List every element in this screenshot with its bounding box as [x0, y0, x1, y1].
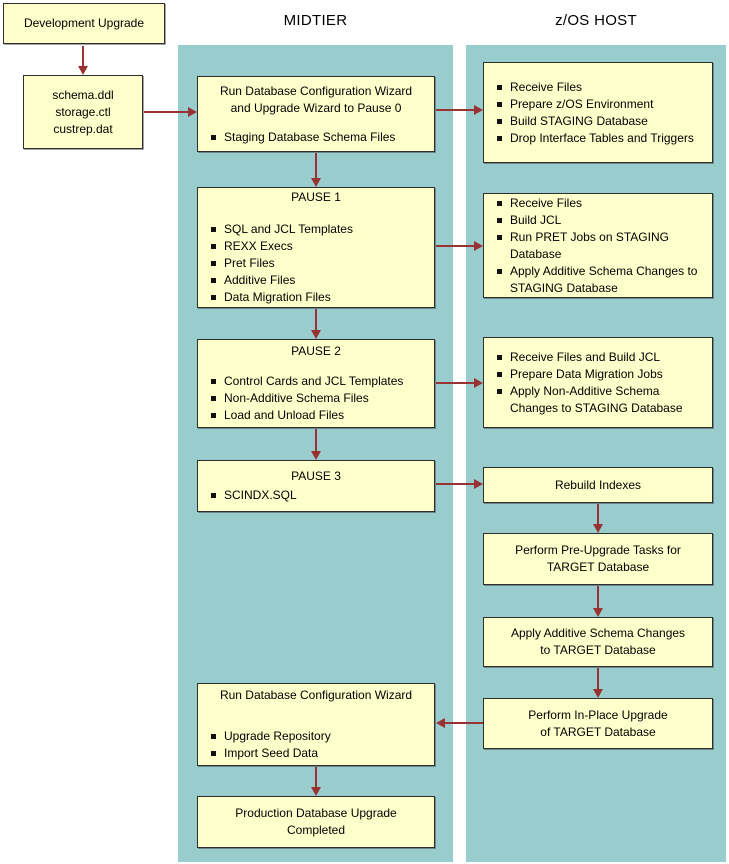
arrow-line	[436, 483, 474, 485]
bullet-item	[497, 383, 702, 417]
bullet-item	[211, 238, 424, 255]
bullet-square-icon	[497, 372, 502, 377]
arrow-head-down-icon	[593, 608, 603, 617]
arrow-line	[315, 153, 317, 178]
host-receive-staging-box	[483, 62, 713, 163]
box-title-line: Apply Additive Schema Changes	[510, 626, 686, 640]
bullet-text: Prepare Data Migration Jobs	[510, 366, 663, 381]
bullet-item	[497, 96, 702, 113]
box-title-line: Completed	[286, 823, 346, 837]
bullet-square-icon	[211, 261, 216, 266]
bullet-square-icon	[211, 396, 216, 401]
bullet-item	[211, 390, 424, 407]
bullet-text: Additive Files	[224, 273, 296, 287]
bullet-text: Build STAGING Database	[510, 113, 648, 128]
pause2-box	[197, 339, 435, 428]
box-title-line: and Upgrade Wizard to Pause 0	[230, 100, 402, 115]
rebuild-indexes-box	[483, 467, 713, 503]
bullet-text: SQL and JCL Templates	[224, 222, 353, 236]
box-title-line: Perform In-Place Upgrade	[528, 707, 668, 722]
host-data-migration-box	[483, 337, 713, 428]
pause1-title: PAUSE 1	[291, 190, 341, 204]
arrow-head-right-icon	[474, 105, 483, 115]
bullet-text: Drop Interface Tables and Triggers	[510, 130, 694, 145]
arrow-line	[315, 309, 317, 330]
bullet-item	[497, 366, 702, 383]
in-place-upgrade-box	[483, 698, 713, 749]
bullet-text: Non-Additive Schema Files	[224, 391, 369, 405]
arrow-head-down-icon	[311, 330, 321, 339]
arrow-line	[82, 46, 84, 67]
arrow-line	[144, 111, 189, 113]
bullet-item	[211, 129, 424, 146]
bullet-square-icon	[211, 493, 216, 498]
bullet-text: Control Cards and JCL Templates	[224, 374, 404, 388]
bullet-text: REXX Execs	[224, 239, 293, 253]
bullet-text: Data Migration Files	[224, 290, 331, 304]
box-title: Rebuild Indexes	[554, 477, 642, 492]
bullet-square-icon	[211, 227, 216, 232]
bullet-square-icon	[211, 135, 216, 140]
arrow-line	[315, 767, 317, 787]
bullet-item	[497, 79, 702, 96]
bullet-item	[211, 487, 424, 504]
bullet-item	[497, 195, 702, 212]
arrow-head-down-icon	[311, 787, 321, 796]
bullet-item	[211, 745, 424, 762]
bullet-square-icon	[497, 269, 502, 274]
arrow-line	[315, 429, 317, 451]
arrow-line	[597, 586, 599, 608]
arrow-head-down-icon	[593, 524, 603, 533]
bullet-item	[497, 263, 702, 297]
bullet-item	[497, 349, 702, 366]
midtier-wizard-pause0-box	[197, 76, 435, 152]
bullet-square-icon	[211, 244, 216, 249]
bullet-square-icon	[211, 295, 216, 300]
box-title-line: Perform Pre-Upgrade Tasks for	[515, 543, 681, 557]
bullet-item	[211, 373, 424, 390]
box-title: Run Database Configuration Wizard	[219, 688, 413, 702]
bullet-square-icon	[497, 201, 502, 206]
bullet-square-icon	[211, 751, 216, 756]
box-title-line: Production Database Upgrade	[235, 806, 397, 820]
pause3-box	[197, 460, 435, 512]
pause3-title: PAUSE 3	[291, 469, 341, 483]
bullet-square-icon	[497, 136, 502, 141]
bullet-square-icon	[497, 102, 502, 107]
bullet-text: Load and Unload Files	[224, 408, 345, 422]
arrow-head-right-icon	[474, 479, 483, 489]
development-upgrade-box	[3, 3, 165, 44]
pre-upgrade-tasks-box	[483, 533, 713, 585]
bullet-square-icon	[211, 278, 216, 283]
file-name: schema.ddl	[52, 87, 114, 102]
arrow-head-left-icon	[436, 718, 445, 728]
midtier-config-wizard-box	[197, 683, 435, 766]
box-title-line: TARGET Database	[546, 560, 650, 574]
bullet-square-icon	[497, 355, 502, 360]
arrow-head-down-icon	[78, 66, 88, 75]
arrow-line	[597, 668, 599, 689]
bullet-item	[211, 272, 424, 289]
arrow-line	[597, 504, 599, 524]
arrow-head-down-icon	[311, 451, 321, 460]
bullet-item	[497, 212, 702, 229]
development-upgrade-label: Development Upgrade	[23, 16, 145, 30]
host-pret-jobs-box	[483, 193, 713, 298]
pause2-title: PAUSE 2	[291, 344, 341, 358]
arrow-line	[444, 722, 483, 724]
bullet-item	[497, 229, 702, 263]
bullet-item	[497, 113, 702, 130]
file-name: storage.ctl	[55, 104, 111, 119]
file-name: custrep.dat	[53, 121, 113, 136]
bullet-text: Receive Files	[510, 195, 583, 210]
bullet-text: Run PRET Jobs on STAGING Database	[510, 229, 669, 261]
arrow-head-down-icon	[593, 689, 603, 698]
bullet-text: Staging Database Schema Files	[224, 129, 396, 144]
bullet-square-icon	[497, 218, 502, 223]
bullet-text: Import Seed Data	[224, 746, 319, 760]
bullet-text: SCINDX.SQL	[224, 488, 297, 502]
bullet-item	[211, 407, 424, 424]
bullet-square-icon	[497, 119, 502, 124]
midtier-column-header: MIDTIER	[283, 12, 348, 29]
box-title-line: Run Database Configuration Wizard	[219, 83, 413, 98]
bullet-text: Receive Files and Build JCL	[510, 349, 661, 364]
bullet-item	[211, 255, 424, 272]
bullet-item	[211, 289, 424, 306]
bullet-text: Prepare z/OS Environment	[510, 96, 654, 111]
bullet-square-icon	[211, 379, 216, 384]
bullet-text: Upgrade Repository	[224, 729, 331, 743]
arrow-head-right-icon	[474, 241, 483, 251]
upgrade-completed-box	[197, 796, 435, 848]
bullet-item	[211, 221, 424, 238]
bullet-text: Receive Files	[510, 79, 583, 94]
arrow-head-right-icon	[474, 378, 483, 388]
arrow-line	[436, 382, 474, 384]
bullet-square-icon	[497, 85, 502, 90]
bullet-square-icon	[211, 734, 216, 739]
arrow-head-right-icon	[188, 107, 197, 117]
box-title-line: of TARGET Database	[540, 724, 656, 739]
bullet-square-icon	[211, 413, 216, 418]
upgrade-files-box	[23, 75, 143, 149]
bullet-text: Apply Non-Additive Schema Changes to STAGING Database	[510, 383, 683, 415]
bullet-text: Pret Files	[224, 256, 275, 270]
apply-additive-target-box	[483, 617, 713, 667]
zos-host-column-header: z/OS HOST	[555, 12, 637, 29]
bullet-item	[211, 728, 424, 745]
bullet-text: Build JCL	[510, 212, 562, 227]
bullet-item	[497, 130, 702, 147]
bullet-square-icon	[497, 389, 502, 394]
bullet-square-icon	[497, 235, 502, 240]
arrow-head-down-icon	[311, 178, 321, 187]
arrow-line	[436, 109, 474, 111]
pause1-box	[197, 187, 435, 308]
arrow-line	[436, 245, 474, 247]
bullet-text: Apply Additive Schema Changes to STAGING Database	[510, 263, 698, 295]
box-title-line: to TARGET Database	[540, 643, 656, 657]
